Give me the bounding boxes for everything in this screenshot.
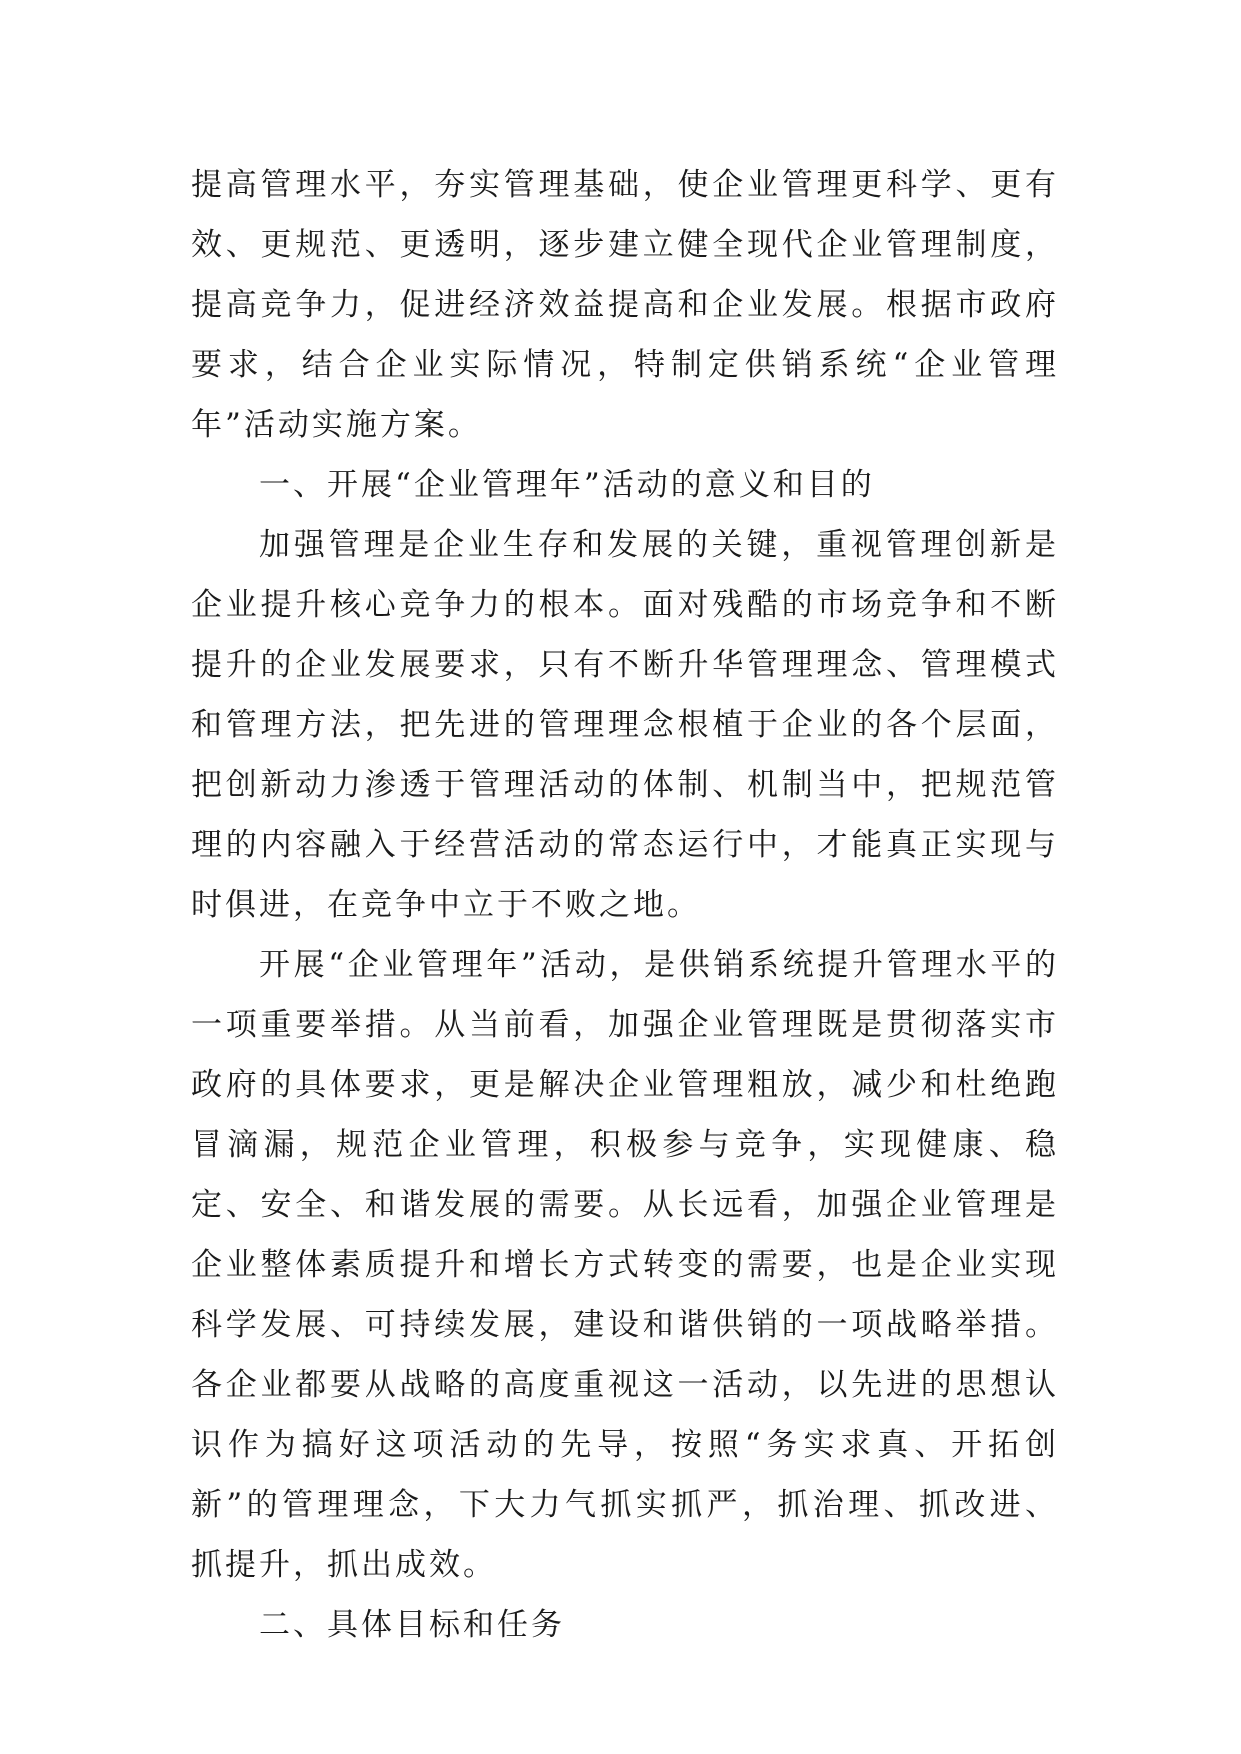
intro-paragraph: 提高管理水平，夯实管理基础，使企业管理更科学、更有效、更规范、更透明，逐步建立健全现代企业管理制度，提高竞争力，促进经济效益提高和企业发展。根据市政府要求，结合企业实际情况，特制定供销系统“企业管理年”活动实施方案。 (191, 167, 1059, 443)
section-heading-2: 二、具体目标和任务 (259, 1607, 565, 1643)
section-1-paragraph-2: 开展“企业管理年”活动，是供销系统提升管理水平的一项重要举措。从当前看，加强企业管理既是贯彻落实市政府的具体要求，更是解决企业管理粗放，减少和杜绝跑冒滴漏，规范企业管理，积极参与竞争，实现健康、稳定、安全、和谐发展的需要。从长远看，加强企业管理是企业整体素质提升和增长方式转变的需要，也是企业实现科学发展、可持续发展，建设和谐供销的一项战略举措。各企业都要从战略的高度重视这一活动，以先进的思想认识作为搞好这项活动的先导，按照“务实求真、开拓创新”的管理理念，下大力气抓实抓严，抓治理、抓改进、抓提升，抓出成效。 (191, 947, 1059, 1583)
section-heading-1: 一、开展“企业管理年”活动的意义和目的 (259, 467, 875, 503)
document-body (191, 155, 1059, 1655)
section-1-paragraph-1: 加强管理是企业生存和发展的关键，重视管理创新是企业提升核心竞争力的根本。面对残酷的市场竞争和不断提升的企业发展要求，只有不断升华管理理念、管理模式和管理方法，把先进的管理理念根植于企业的各个层面，把创新动力渗透于管理活动的体制、机制当中，把规范管理的内容融入于经营活动的常态运行中，才能真正实现与时俱进，在竞争中立于不败之地。 (191, 527, 1059, 923)
